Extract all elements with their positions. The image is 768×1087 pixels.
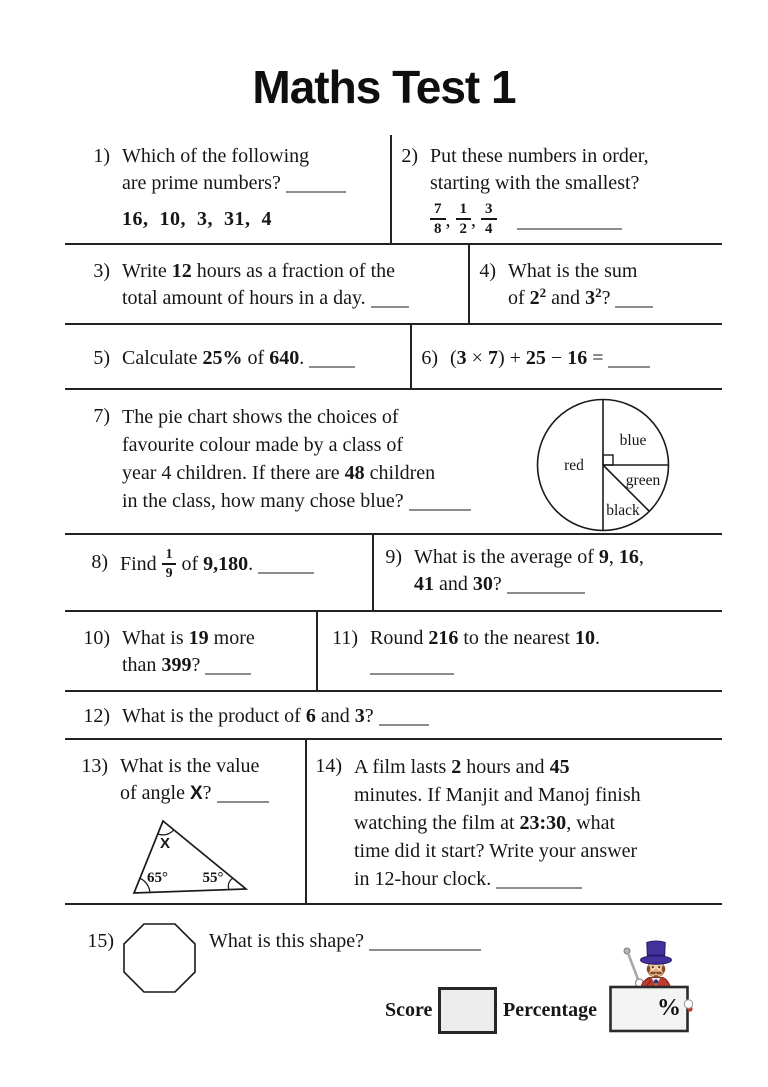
question-text	[122, 143, 346, 233]
text-segment: more	[208, 627, 255, 649]
question-number: 15)	[87, 930, 114, 952]
question-line	[122, 345, 355, 372]
text-segment: time did it start? Write your answer	[354, 840, 638, 862]
text-segment: 19	[188, 627, 209, 649]
answer-blank[interactable]	[507, 592, 585, 594]
question-line	[414, 544, 644, 571]
fraction: $\frac{1}{2}$	[456, 201, 472, 237]
answer-blank[interactable]	[409, 509, 471, 511]
text-segment: 23:30	[519, 812, 567, 834]
right-eye	[658, 966, 660, 968]
text-segment: 48	[344, 462, 365, 484]
question-number: 14)	[315, 755, 342, 777]
text-segment: ?	[492, 573, 507, 595]
text-segment: ?	[202, 782, 217, 804]
score-box[interactable]	[438, 987, 497, 1034]
pie-label-green: green	[625, 472, 661, 489]
text-segment: and	[546, 287, 586, 309]
answer-blank[interactable]	[286, 191, 346, 193]
text-segment: 2	[529, 287, 540, 309]
text-segment	[497, 209, 517, 231]
answer-blank[interactable]	[205, 673, 251, 675]
text-segment: year 4 children. If there are	[122, 462, 345, 484]
question-line	[122, 487, 471, 515]
question-5	[65, 325, 410, 388]
text-segment: What is the value	[120, 755, 260, 777]
text-segment: 12	[171, 260, 192, 282]
question-1	[65, 135, 390, 243]
text-segment: in the class, how many chose blue?	[122, 490, 409, 512]
question-number: 10)	[83, 627, 110, 649]
answer-blank[interactable]	[608, 366, 650, 368]
text-segment: ,	[445, 208, 456, 231]
text-segment: 3	[456, 347, 467, 369]
answer-blank[interactable]	[369, 949, 481, 951]
right-angle-arc	[228, 878, 232, 889]
answer-blank[interactable]	[517, 228, 622, 230]
text-segment: 3	[585, 287, 596, 309]
answer-blank[interactable]	[371, 306, 409, 308]
question-number: 13)	[81, 755, 108, 777]
answer-blank[interactable]	[258, 572, 314, 574]
question-2	[390, 135, 722, 243]
text-segment: in 12-hour clock.	[354, 868, 497, 890]
question-line	[354, 837, 641, 865]
question-text	[122, 258, 409, 312]
answer-blank[interactable]	[615, 306, 653, 308]
exponent: 2	[595, 285, 602, 300]
text-segment: .	[299, 347, 310, 369]
row-7	[65, 692, 722, 740]
text-segment: ,	[608, 546, 619, 568]
question-line	[354, 809, 641, 837]
text-segment: =	[587, 347, 609, 369]
question-line	[450, 345, 650, 372]
text-segment: Find	[120, 553, 162, 576]
text-segment: hours as a fraction of the	[191, 260, 395, 282]
row-6	[65, 612, 722, 692]
question-text	[370, 625, 600, 679]
question-line	[414, 571, 644, 598]
question-number: 7)	[93, 405, 110, 427]
question-line	[122, 206, 346, 233]
answer-blank[interactable]	[217, 801, 269, 803]
row-8	[65, 740, 722, 905]
question-number: 5)	[93, 347, 110, 369]
text-segment: Which of the following	[122, 145, 310, 167]
text-segment: .	[248, 553, 259, 576]
text-segment: are prime numbers?	[122, 172, 286, 194]
text-segment: What is the product of	[122, 705, 306, 727]
text-segment: than	[122, 654, 162, 676]
row-3	[65, 325, 722, 390]
fraction: $\frac{7}{8}$	[430, 201, 446, 237]
text-segment: 16	[618, 546, 639, 568]
octagon-outline	[124, 924, 195, 992]
question-number: 1)	[93, 145, 110, 167]
question-4	[468, 245, 722, 323]
text-segment: of	[508, 287, 530, 309]
text-segment: What is the average of	[414, 546, 599, 568]
question-text	[430, 143, 649, 239]
question-line	[122, 258, 409, 285]
mustache-left	[650, 972, 656, 975]
text-segment: minutes. If Manjit and Manoj finish	[354, 784, 641, 806]
triangle-left-angle-label: 65°	[147, 870, 168, 886]
row-2	[65, 245, 722, 325]
question-line	[354, 865, 641, 893]
octagon-shape	[123, 923, 196, 993]
text-segment: and	[315, 705, 355, 727]
text-segment: Write	[122, 260, 172, 282]
question-line	[209, 928, 481, 955]
answer-blank[interactable]	[379, 724, 429, 726]
question-number: 3)	[93, 260, 110, 282]
text-segment: ) +	[497, 347, 526, 369]
question-number: 6)	[421, 347, 438, 369]
question-line	[370, 652, 600, 679]
mustache-right	[656, 972, 662, 975]
text-segment: 25	[525, 347, 546, 369]
text-segment: total amount of hours in a day.	[122, 287, 371, 309]
text-segment: watching the film at	[354, 812, 520, 834]
question-number: 12)	[83, 705, 110, 727]
question-line	[508, 258, 653, 285]
text-segment: of	[176, 553, 204, 576]
question-text	[122, 403, 471, 515]
question-number: 11)	[332, 627, 358, 649]
text-segment: ?	[364, 705, 379, 727]
row-5	[65, 535, 722, 612]
text-segment: The pie chart shows the choices of	[122, 406, 399, 428]
text-segment: ,	[471, 208, 481, 231]
question-10	[65, 612, 316, 690]
pie-label-red: red	[564, 457, 584, 474]
pie-label-black: black	[606, 502, 640, 519]
text-segment: 16	[567, 347, 588, 369]
triangle-apex-label: X	[159, 835, 171, 852]
question-line	[430, 143, 649, 170]
text-segment: 399	[161, 654, 192, 676]
question-text	[508, 258, 653, 312]
pie-label-blue: blue	[619, 432, 647, 449]
question-line	[430, 170, 649, 197]
question-14	[305, 740, 722, 903]
question-line	[430, 203, 649, 239]
triangle-right-angle-label: 55°	[202, 870, 224, 886]
top-hat-brim	[641, 956, 672, 964]
right-sideburn	[662, 966, 666, 973]
ringmaster-mascot-illustration	[608, 925, 708, 1035]
question-3	[65, 245, 468, 323]
text-segment: 9,180	[203, 553, 249, 576]
text-segment: of	[242, 347, 270, 369]
question-number: 4)	[479, 260, 496, 282]
question-6	[410, 325, 722, 388]
answer-blank[interactable]	[496, 887, 582, 889]
question-13	[65, 740, 305, 903]
question-text	[122, 345, 355, 372]
row-4	[65, 390, 722, 535]
question-line	[354, 781, 641, 809]
text-segment: 30	[472, 573, 493, 595]
question-9	[372, 535, 722, 610]
text-segment: What is the sum	[508, 260, 638, 282]
text-segment: .	[594, 627, 600, 649]
question-line	[354, 753, 641, 781]
text-segment: ,	[638, 546, 644, 568]
text-segment: starting with the smallest?	[430, 172, 640, 194]
text-segment: and	[434, 573, 473, 595]
question-text	[120, 546, 314, 582]
question-line	[122, 625, 255, 652]
question-number: 9)	[385, 546, 402, 568]
text-segment: Put these numbers in order,	[430, 145, 649, 167]
text-segment: 2	[451, 756, 462, 778]
row-1	[65, 135, 722, 245]
answer-blank[interactable]	[309, 366, 355, 368]
nose	[655, 970, 658, 972]
text-segment: to the nearest	[458, 627, 575, 649]
percent-symbol: %	[657, 995, 681, 1021]
question-line	[370, 625, 600, 652]
question-line	[122, 703, 429, 730]
text-segment: 7	[487, 347, 498, 369]
question-line	[120, 780, 269, 807]
text-segment: What is	[122, 627, 189, 649]
text-segment: favourite colour made by a class of	[122, 434, 404, 456]
text-segment: 216	[428, 627, 459, 649]
question-8	[65, 535, 372, 610]
question-line	[122, 170, 346, 197]
text-segment: 16, 10, 3, 31, 4	[122, 208, 272, 230]
text-segment: (	[450, 347, 457, 369]
question-number: 8)	[91, 551, 108, 573]
cane-shaft	[628, 953, 639, 982]
text-segment: of angle	[120, 782, 190, 804]
fraction: $\frac{1}{9}$	[162, 547, 177, 580]
text-segment: 41	[414, 573, 434, 595]
text-segment: children	[364, 462, 436, 484]
score-label: Score	[385, 999, 433, 1021]
answer-blank[interactable]	[370, 673, 454, 675]
left-sideburn	[647, 966, 651, 973]
question-text	[209, 928, 481, 955]
question-text	[122, 703, 429, 730]
question-line	[122, 652, 255, 679]
text-segment: 9	[598, 546, 609, 568]
question-text	[120, 753, 269, 807]
question-line	[508, 285, 653, 312]
text-segment: 10	[574, 627, 595, 649]
text-segment: Round	[370, 627, 429, 649]
text-segment: ×	[466, 347, 488, 369]
text-segment: ?	[601, 287, 616, 309]
bow-tie	[654, 979, 658, 983]
exponent: 2	[539, 285, 547, 300]
text-segment: 45	[549, 756, 570, 778]
question-text	[122, 625, 255, 679]
right-glove	[684, 1000, 692, 1008]
question-text	[354, 753, 641, 893]
question-line	[122, 143, 346, 170]
question-line	[120, 546, 314, 582]
question-line	[122, 431, 471, 459]
question-11	[316, 612, 722, 690]
question-text	[450, 345, 650, 372]
text-segment: A film lasts	[354, 756, 452, 778]
question-line	[122, 285, 409, 312]
text-segment: 640	[269, 347, 300, 369]
text-segment: Calculate	[122, 347, 203, 369]
question-line	[120, 753, 269, 780]
text-segment: hours and	[461, 756, 550, 778]
text-segment: ?	[191, 654, 206, 676]
triangle-diagram	[120, 810, 255, 900]
fraction: $\frac{3}{4}$	[481, 201, 497, 237]
question-12	[65, 692, 722, 738]
text-segment: −	[545, 347, 568, 369]
percentage-label: Percentage	[503, 999, 598, 1021]
page-title: Maths Test 1	[252, 61, 516, 113]
question-line	[122, 459, 471, 487]
text-segment: X	[189, 783, 203, 804]
question-number: 2)	[401, 145, 418, 167]
text-segment: What is this shape?	[209, 930, 369, 952]
left-eye	[652, 966, 654, 968]
text-segment: , what	[566, 812, 616, 834]
text-segment: 6	[305, 705, 316, 727]
pie-chart	[536, 397, 670, 533]
question-line	[122, 403, 471, 431]
text-segment: 25%	[202, 347, 243, 369]
question-text	[414, 544, 644, 598]
text-segment: 3	[354, 705, 365, 727]
